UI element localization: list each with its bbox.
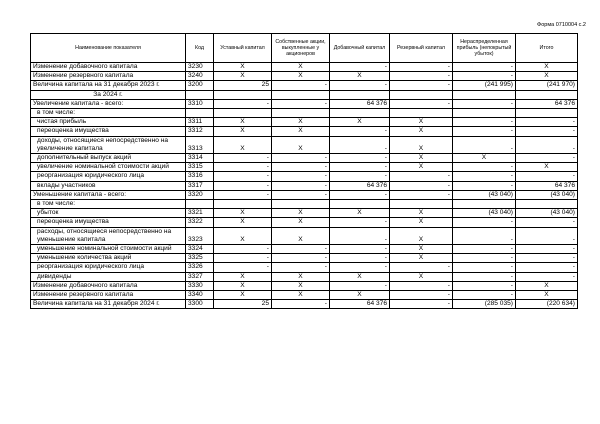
- column-header-total: Итого: [516, 34, 578, 63]
- row-value-cell: X: [390, 163, 453, 172]
- row-value-cell: -: [516, 272, 578, 281]
- row-value-cell: X: [272, 72, 330, 81]
- row-value-cell: (241 970): [516, 81, 578, 90]
- row-code: 3316: [186, 172, 214, 181]
- row-value-cell: -: [330, 81, 390, 90]
- row-code: 3325: [186, 254, 214, 263]
- row-value-cell: (285 035): [453, 300, 516, 309]
- row-value-cell: X: [390, 154, 453, 163]
- table-row: [31, 218, 578, 227]
- row-value-cell: -: [214, 190, 272, 199]
- row-value-cell: -: [453, 281, 516, 290]
- row-value-cell: [272, 90, 330, 99]
- column-header-code: Код: [186, 34, 214, 63]
- row-value-cell: -: [330, 245, 390, 254]
- row-value-cell: -: [272, 181, 330, 190]
- row-value-cell: [272, 200, 330, 209]
- table-row: [31, 118, 578, 127]
- row-value-cell: -: [214, 263, 272, 272]
- row-value-cell: X: [272, 209, 330, 218]
- row-label: Изменение резервного капитала: [31, 72, 186, 81]
- row-label: дивиденды: [31, 272, 186, 281]
- row-value-cell: (220 634): [516, 300, 578, 309]
- row-value-cell: -: [516, 118, 578, 127]
- row-code: 3312: [186, 127, 214, 136]
- row-value-cell: X: [330, 272, 390, 281]
- column-header-name: Наименование показателя: [31, 34, 186, 63]
- row-label: Величина капитала на 31 декабря 2024 г.: [31, 300, 186, 309]
- row-code: 3322: [186, 218, 214, 227]
- table-row: [31, 81, 578, 90]
- row-code: 3310: [186, 99, 214, 108]
- row-label: уменьшение номинальной стоимости акций: [31, 245, 186, 254]
- table-row: [31, 99, 578, 108]
- row-value-cell: [330, 200, 390, 209]
- row-label: чистая прибыль: [31, 118, 186, 127]
- row-value-cell: -: [330, 154, 390, 163]
- row-value-cell: -: [272, 172, 330, 181]
- row-label: переоценка имущества: [31, 127, 186, 136]
- row-value-cell: -: [453, 245, 516, 254]
- row-value-cell: -: [330, 254, 390, 263]
- row-value-cell: -: [330, 281, 390, 290]
- table-row: [31, 90, 578, 99]
- equity-changes-table: [30, 33, 578, 309]
- row-value-cell: -: [390, 99, 453, 108]
- row-value-cell: (43 040): [453, 190, 516, 199]
- row-value-cell: -: [330, 172, 390, 181]
- row-value-cell: -: [214, 154, 272, 163]
- row-label: увеличение номинальной стоимости акций: [31, 163, 186, 172]
- row-value-cell: 64 376: [330, 300, 390, 309]
- row-value-cell: -: [330, 163, 390, 172]
- row-value-cell: X: [214, 218, 272, 227]
- column-header-additional-capital: Добавочный капитал: [330, 34, 390, 63]
- row-code: 3340: [186, 291, 214, 300]
- row-label: Изменение добавочного капитала: [31, 63, 186, 72]
- table-row: [31, 227, 578, 244]
- row-value-cell: -: [453, 181, 516, 190]
- table-row: [31, 300, 578, 309]
- row-value-cell: -: [516, 227, 578, 244]
- row-code: 3320: [186, 190, 214, 199]
- row-value-cell: -: [516, 254, 578, 263]
- table-row: [31, 190, 578, 199]
- row-value-cell: -: [214, 99, 272, 108]
- row-value-cell: -: [453, 72, 516, 81]
- row-value-cell: X: [272, 127, 330, 136]
- table-row: [31, 72, 578, 81]
- table-row: [31, 272, 578, 281]
- row-code: [186, 90, 214, 99]
- row-value-cell: (43 040): [516, 190, 578, 199]
- row-code: 3314: [186, 154, 214, 163]
- row-value-cell: X: [214, 272, 272, 281]
- row-value-cell: [214, 200, 272, 209]
- row-value-cell: [330, 90, 390, 99]
- row-value-cell: -: [330, 63, 390, 72]
- table-row: [31, 263, 578, 272]
- row-code: 3311: [186, 118, 214, 127]
- row-value-cell: 25: [214, 300, 272, 309]
- row-value-cell: X: [214, 227, 272, 244]
- row-label: Увеличение капитала - всего:: [31, 99, 186, 108]
- row-value-cell: -: [453, 272, 516, 281]
- row-value-cell: (43 040): [453, 209, 516, 218]
- row-value-cell: X: [330, 118, 390, 127]
- row-value-cell: X: [214, 281, 272, 290]
- row-value-cell: X: [516, 281, 578, 290]
- row-value-cell: 64 376: [516, 181, 578, 190]
- table-row: [31, 181, 578, 190]
- row-value-cell: X: [390, 254, 453, 263]
- row-value-cell: 25: [214, 81, 272, 90]
- row-code: 3324: [186, 245, 214, 254]
- row-code: 3321: [186, 209, 214, 218]
- row-value-cell: -: [516, 245, 578, 254]
- form-code: Форма 0710004 с.2: [537, 22, 586, 28]
- row-value-cell: -: [272, 163, 330, 172]
- row-code: 3327: [186, 272, 214, 281]
- row-value-cell: -: [214, 163, 272, 172]
- row-code: 3300: [186, 300, 214, 309]
- row-value-cell: 64 376: [516, 99, 578, 108]
- row-value-cell: -: [453, 218, 516, 227]
- row-label: в том числе:: [31, 200, 186, 209]
- row-value-cell: -: [390, 172, 453, 181]
- row-value-cell: -: [453, 63, 516, 72]
- row-label: Уменьшение капитала - всего:: [31, 190, 186, 199]
- row-value-cell: X: [516, 291, 578, 300]
- row-code: 3200: [186, 81, 214, 90]
- row-value-cell: 64 376: [330, 99, 390, 108]
- row-value-cell: X: [214, 127, 272, 136]
- row-value-cell: X: [214, 72, 272, 81]
- row-value-cell: -: [272, 190, 330, 199]
- row-value-cell: X: [330, 209, 390, 218]
- row-value-cell: X: [330, 291, 390, 300]
- row-code: [186, 109, 214, 118]
- row-value-cell: -: [214, 181, 272, 190]
- row-value-cell: X: [390, 245, 453, 254]
- row-label: Изменение резервного капитала: [31, 291, 186, 300]
- row-label: в том числе:: [31, 109, 186, 118]
- row-value-cell: -: [453, 291, 516, 300]
- row-value-cell: [214, 90, 272, 99]
- table-row: [31, 63, 578, 72]
- row-value-cell: -: [516, 172, 578, 181]
- row-value-cell: -: [272, 99, 330, 108]
- row-value-cell: X: [214, 63, 272, 72]
- table-row: [31, 172, 578, 181]
- row-label: уменьшение количества акций: [31, 254, 186, 263]
- row-code: 3230: [186, 63, 214, 72]
- row-value-cell: -: [330, 227, 390, 244]
- row-value-cell: -: [272, 245, 330, 254]
- row-code: 3313: [186, 136, 214, 153]
- row-value-cell: X: [272, 281, 330, 290]
- row-value-cell: -: [330, 136, 390, 153]
- row-value-cell: X: [453, 154, 516, 163]
- row-code: 3315: [186, 163, 214, 172]
- row-value-cell: -: [453, 99, 516, 108]
- row-value-cell: -: [330, 218, 390, 227]
- row-value-cell: X: [516, 72, 578, 81]
- column-header-charter-capital: Уставный капитал: [214, 34, 272, 63]
- row-label: вклады участников: [31, 181, 186, 190]
- row-value-cell: -: [272, 154, 330, 163]
- table-row: [31, 154, 578, 163]
- table-row: [31, 136, 578, 153]
- row-value-cell: -: [516, 136, 578, 153]
- row-value-cell: [390, 200, 453, 209]
- row-value-cell: X: [390, 127, 453, 136]
- table-row: [31, 281, 578, 290]
- row-value-cell: -: [516, 263, 578, 272]
- table-row: [31, 291, 578, 300]
- row-value-cell: -: [390, 300, 453, 309]
- row-label: Изменение добавочного капитала: [31, 281, 186, 290]
- row-value-cell: -: [272, 263, 330, 272]
- row-value-cell: X: [272, 291, 330, 300]
- row-label: убыток: [31, 209, 186, 218]
- row-value-cell: X: [390, 218, 453, 227]
- row-value-cell: -: [453, 172, 516, 181]
- column-header-retained-earnings: Нераспределенная прибыль (непокрытый убыток): [453, 34, 516, 63]
- row-value-cell: -: [330, 190, 390, 199]
- row-value-cell: -: [214, 172, 272, 181]
- row-value-cell: -: [272, 81, 330, 90]
- row-value-cell: [453, 90, 516, 99]
- row-value-cell: [453, 200, 516, 209]
- row-value-cell: -: [453, 263, 516, 272]
- row-value-cell: -: [330, 127, 390, 136]
- table-row: [31, 200, 578, 209]
- row-value-cell: -: [272, 300, 330, 309]
- row-value-cell: -: [453, 163, 516, 172]
- row-value-cell: X: [214, 118, 272, 127]
- row-code: 3240: [186, 72, 214, 81]
- row-value-cell: [330, 109, 390, 118]
- row-value-cell: X: [272, 272, 330, 281]
- row-value-cell: -: [214, 254, 272, 263]
- row-label: дополнительный выпуск акций: [31, 154, 186, 163]
- row-value-cell: X: [272, 118, 330, 127]
- row-value-cell: -: [390, 181, 453, 190]
- table-row: [31, 209, 578, 218]
- row-value-cell: [453, 109, 516, 118]
- row-value-cell: X: [390, 136, 453, 153]
- row-value-cell: X: [516, 163, 578, 172]
- table-row: [31, 109, 578, 118]
- row-value-cell: -: [516, 127, 578, 136]
- table-row: [31, 163, 578, 172]
- row-value-cell: 64 376: [330, 181, 390, 190]
- row-value-cell: -: [390, 81, 453, 90]
- column-header-reserve-capital: Резервный капитал: [390, 34, 453, 63]
- table-row: [31, 127, 578, 136]
- row-value-cell: -: [453, 136, 516, 153]
- row-value-cell: -: [390, 190, 453, 199]
- row-value-cell: [516, 90, 578, 99]
- row-value-cell: X: [272, 63, 330, 72]
- row-value-cell: -: [272, 254, 330, 263]
- row-value-cell: [272, 109, 330, 118]
- row-value-cell: X: [272, 227, 330, 244]
- row-code: 3317: [186, 181, 214, 190]
- row-code: [186, 200, 214, 209]
- row-label: За 2024 г.: [31, 90, 186, 99]
- row-value-cell: X: [214, 291, 272, 300]
- table-header-row: [31, 34, 578, 63]
- row-label: Величина капитала на 31 декабря 2023 г.: [31, 81, 186, 90]
- row-code: 3323: [186, 227, 214, 244]
- row-value-cell: -: [390, 291, 453, 300]
- row-value-cell: [214, 109, 272, 118]
- row-value-cell: -: [214, 245, 272, 254]
- row-value-cell: [516, 109, 578, 118]
- row-value-cell: -: [390, 72, 453, 81]
- row-value-cell: -: [390, 281, 453, 290]
- row-value-cell: [390, 90, 453, 99]
- row-value-cell: -: [453, 127, 516, 136]
- row-value-cell: X: [330, 72, 390, 81]
- row-value-cell: X: [272, 218, 330, 227]
- row-value-cell: -: [453, 118, 516, 127]
- row-label: реорганизация юридического лица: [31, 263, 186, 272]
- row-code: 3330: [186, 281, 214, 290]
- row-value-cell: -: [453, 254, 516, 263]
- row-label: реорганизация юридического лица: [31, 172, 186, 181]
- row-value-cell: X: [214, 209, 272, 218]
- row-value-cell: -: [453, 227, 516, 244]
- row-value-cell: -: [330, 263, 390, 272]
- row-value-cell: X: [390, 209, 453, 218]
- row-value-cell: (43 040): [516, 209, 578, 218]
- row-value-cell: X: [516, 63, 578, 72]
- row-value-cell: X: [272, 136, 330, 153]
- row-value-cell: [516, 200, 578, 209]
- row-value-cell: -: [390, 63, 453, 72]
- row-value-cell: X: [390, 227, 453, 244]
- column-header-treasury-shares: Собственные акции, выкупленные у акционеров: [272, 34, 330, 63]
- row-value-cell: X: [390, 118, 453, 127]
- row-value-cell: -: [516, 218, 578, 227]
- row-value-cell: X: [214, 136, 272, 153]
- row-value-cell: X: [390, 272, 453, 281]
- row-value-cell: [390, 109, 453, 118]
- table-row: [31, 254, 578, 263]
- row-code: 3326: [186, 263, 214, 272]
- row-value-cell: -: [390, 263, 453, 272]
- row-label: расходы, относящиеся непосредственно на уменьшение капитала: [31, 227, 186, 244]
- table-row: [31, 245, 578, 254]
- row-value-cell: (241 995): [453, 81, 516, 90]
- row-value-cell: -: [516, 154, 578, 163]
- row-label: доходы, относящиеся непосредственно на увеличение капитала: [31, 136, 186, 153]
- row-label: переоценка имущества: [31, 218, 186, 227]
